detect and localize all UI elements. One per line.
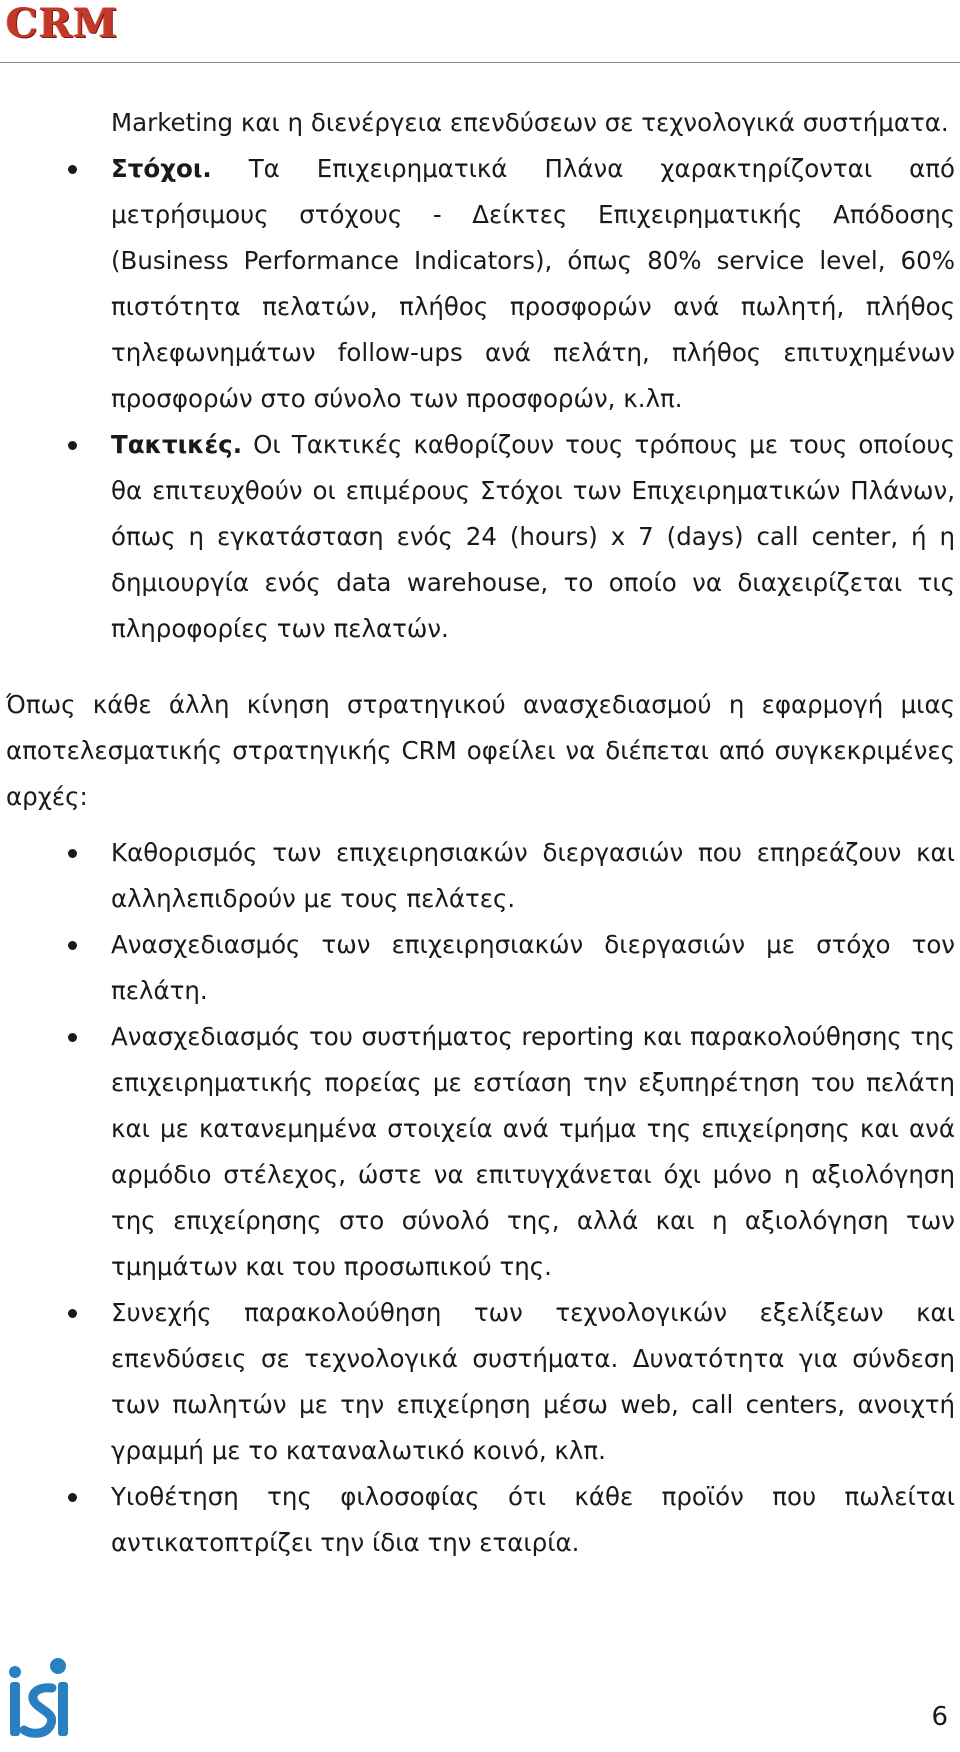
bullet-icon (68, 165, 77, 174)
bullet-icon (68, 1493, 77, 1502)
bullet-icon (68, 441, 77, 450)
bullet-icon (68, 1033, 77, 1042)
list-item-principle (6, 1014, 955, 1290)
principle-text: Συνεχής παρακολούθηση των τεχνολογικών εξελίξεων και επενδύσεις σε τεχνολογικά συστήματα. Δυνατότητα για σύνδεση των πωλητών με την επιχείρηση μέσω web, call centers, ανοιχτή γραμμή με το καταναλωτικό κοινό, κλπ. (111, 1298, 955, 1465)
list-item-principle (6, 1290, 955, 1474)
page-number: 6 (931, 1702, 948, 1732)
isi-logo (6, 1652, 76, 1742)
intro-paragraph: Όπως κάθε άλλη κίνηση στρατηγικού ανασχεδιασμού η εφαρμογή μιας αποτελεσματικής στρατηγικής CRM οφείλει να διέπεται από συγκεκριμένες αρχές: (6, 690, 955, 811)
principle-text: Υιοθέτηση της φιλοσοφίας ότι κάθε προϊόν που πωλείται αντικατοπτρίζει την ίδια την εταιρία. (111, 1482, 955, 1557)
term-goals: Στόχοι. (111, 154, 212, 183)
bullet-icon (68, 849, 77, 858)
principle-text: Ανασχεδιασμός των επιχειρησιακών διεργασιών με στόχο τον πελάτη. (111, 930, 955, 1005)
crm-logo: CRM (6, 0, 119, 47)
header-divider (0, 62, 960, 63)
goals-text: Τα Επιχειρηματικά Πλάνα χαρακτηρίζονται από μετρήσιμους στόχους - Δείκτες Επιχειρηματικής Απόδοσης (Business Performance Indicators), όπως 80% service level, 60% πιστότητα πελατών, πλήθος προσφορών ανά πωλητή, πλήθος τηλεφωνημάτων follow-ups ανά πελάτη, πλήθος επιτυχημένων προσφορών στο σύνολο των προσφορών, κ.λπ. (111, 154, 955, 413)
list-item-tactics (6, 422, 955, 652)
list-item-goals (6, 146, 955, 422)
plan-components-list (6, 146, 955, 652)
list-item-principle (6, 1474, 955, 1566)
continuation-paragraph: Marketing και η διενέργεια επενδύσεων σε τεχνολογικά συστήματα. (111, 108, 949, 137)
principle-text: Καθορισμός των επιχειρησιακών διεργασιών που επηρεάζουν και αλληλεπιδρούν με τους πελάτες. (111, 838, 955, 913)
tactics-text: Οι Τακτικές καθορίζουν τους τρόπους με τους οποίους θα επιτευχθούν οι επιμέρους Στόχοι των Επιχειρηματικών Πλάνων, όπως η εγκατάσταση ενός 24 (hours) x 7 (days) call center, ή η δημιουργία ενός data warehouse, το οποίο να διαχειρίζεται τις πληροφορίες των πελατών. (111, 430, 955, 643)
term-tactics: Τακτικές. (111, 430, 243, 459)
bullet-icon (68, 941, 77, 950)
list-item-principle (6, 922, 955, 1014)
page-body (6, 100, 955, 1566)
bullet-icon (68, 1309, 77, 1318)
list-item-principle (6, 830, 955, 922)
principle-text: Ανασχεδιασμός του συστήματος reporting και παρακολούθησης της επιχειρηματικής πορείας με εστίαση την εξυπηρέτηση του πελάτη και με κατανεμημένα στοιχεία ανά τμήμα της επιχείρησης και ανά αρμόδιο στέλεχος, ώστε να επιτυγχάνεται όχι μόνο η αξιολόγηση της επιχείρησης στο σύνολό της, αλλά και η αξιολόγηση των τμημάτων και του προσωπικού της. (111, 1022, 955, 1281)
principles-list (6, 830, 955, 1566)
